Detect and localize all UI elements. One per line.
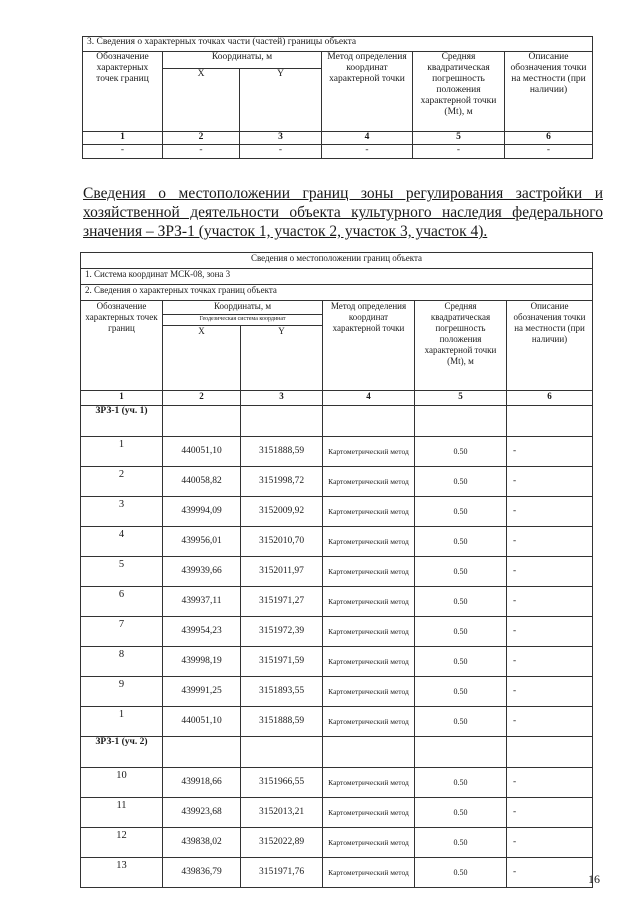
- header-x: X: [163, 69, 240, 132]
- description-cell: -: [507, 828, 593, 858]
- method-cell: Картометрический метод: [323, 617, 415, 647]
- point-number: 5: [81, 557, 163, 587]
- description-cell: -: [507, 617, 593, 647]
- table-row: [81, 527, 593, 557]
- col-number: 4: [322, 132, 413, 145]
- y-coordinate: 3151888,59: [241, 437, 323, 467]
- table-row: [81, 647, 593, 677]
- table-cell: [323, 406, 415, 437]
- x-coordinate: 440058,82: [163, 467, 241, 497]
- description-cell: -: [507, 527, 593, 557]
- x-coordinate: 439937,11: [163, 587, 241, 617]
- description-cell: -: [507, 768, 593, 798]
- header-y: Y: [241, 326, 323, 391]
- method-cell: Картометрический метод: [323, 828, 415, 858]
- y-coordinate: 3151971,59: [241, 647, 323, 677]
- x-coordinate: 439998,19: [163, 647, 241, 677]
- header-error: Средняя квадратическая погрешность положения характерной точки (Mt), м: [413, 52, 505, 132]
- header-y: Y: [240, 69, 322, 132]
- error-cell: 0.50: [415, 617, 507, 647]
- point-number: 1: [81, 707, 163, 737]
- col-number: 6: [507, 391, 593, 406]
- table-row: [81, 497, 593, 527]
- table-cell: -: [505, 145, 593, 159]
- x-coordinate: 439956,01: [163, 527, 241, 557]
- x-coordinate: 439836,79: [163, 858, 241, 888]
- header-geo-system: Геодезическая система координат: [163, 315, 323, 326]
- table-cell: [241, 406, 323, 437]
- x-coordinate: 439838,02: [163, 828, 241, 858]
- table-cell: [415, 406, 507, 437]
- point-number: 1: [81, 437, 163, 467]
- error-cell: 0.50: [415, 677, 507, 707]
- zone-row: [81, 406, 593, 437]
- error-cell: 0.50: [415, 798, 507, 828]
- error-cell: 0.50: [415, 707, 507, 737]
- header-method: Метод определения координат характерной точки: [323, 301, 415, 391]
- col-number: 4: [323, 391, 415, 406]
- points-part-table: [82, 36, 593, 159]
- method-cell: Картометрический метод: [323, 557, 415, 587]
- header-designation: Обозначение характерных точек границ: [81, 301, 163, 391]
- table-cell: -: [163, 145, 240, 159]
- error-cell: 0.50: [415, 828, 507, 858]
- y-coordinate: 3152013,21: [241, 798, 323, 828]
- description-cell: -: [507, 467, 593, 497]
- table-row: [81, 798, 593, 828]
- y-coordinate: 3151972,39: [241, 617, 323, 647]
- method-cell: Картометрический метод: [323, 527, 415, 557]
- col-number: 2: [163, 132, 240, 145]
- method-cell: Картометрический метод: [323, 587, 415, 617]
- description-cell: -: [507, 647, 593, 677]
- point-number: 4: [81, 527, 163, 557]
- header-coordinates: Координаты, м: [163, 301, 323, 315]
- table-row: [81, 467, 593, 497]
- y-coordinate: 3152011,97: [241, 557, 323, 587]
- point-number: 12: [81, 828, 163, 858]
- boundary-points-table: [80, 252, 593, 888]
- col-number: 5: [413, 132, 505, 145]
- col-number: 1: [81, 391, 163, 406]
- coordinate-system: 1. Система координат МСК-08, зона 3: [81, 269, 593, 285]
- x-coordinate: 439939,66: [163, 557, 241, 587]
- points-title: 2. Сведения о характерных точках границ объекта: [81, 285, 593, 301]
- col-number: 3: [240, 132, 322, 145]
- y-coordinate: 3151888,59: [241, 707, 323, 737]
- point-number: 2: [81, 467, 163, 497]
- x-coordinate: 439918,66: [163, 768, 241, 798]
- point-number: 13: [81, 858, 163, 888]
- table-cell: [241, 737, 323, 768]
- header-method: Метод определения координат характерной точки: [322, 52, 413, 132]
- y-coordinate: 3152010,70: [241, 527, 323, 557]
- table-row: [81, 437, 593, 467]
- y-coordinate: 3151971,27: [241, 587, 323, 617]
- table-cell: [507, 406, 593, 437]
- method-cell: Картометрический метод: [323, 437, 415, 467]
- point-number: 11: [81, 798, 163, 828]
- x-coordinate: 439954,23: [163, 617, 241, 647]
- table-row: [81, 768, 593, 798]
- table-cell: [163, 737, 241, 768]
- description-cell: -: [507, 587, 593, 617]
- zone-label: ЗРЗ-1 (уч. 1): [81, 406, 163, 437]
- description-cell: -: [507, 858, 593, 888]
- error-cell: 0.50: [415, 647, 507, 677]
- description-cell: -: [507, 437, 593, 467]
- table-row: [81, 557, 593, 587]
- y-coordinate: 3152009,92: [241, 497, 323, 527]
- method-cell: Картометрический метод: [323, 798, 415, 828]
- y-coordinate: 3151998,72: [241, 467, 323, 497]
- header-description: Описание обозначения точки на местности (при наличии): [505, 52, 593, 132]
- table-row: [81, 707, 593, 737]
- col-number: 2: [163, 391, 241, 406]
- point-number: 6: [81, 587, 163, 617]
- table-cell: [507, 737, 593, 768]
- table-row: [81, 828, 593, 858]
- x-coordinate: 439991,25: [163, 677, 241, 707]
- table-cell: [163, 406, 241, 437]
- header-designation: Обозначение характерных точек границ: [83, 52, 163, 132]
- method-cell: Картометрический метод: [323, 768, 415, 798]
- header-error: Средняя квадратическая погрешность положения характерной точки (Mt), м: [415, 301, 507, 391]
- col-number: 5: [415, 391, 507, 406]
- point-number: 8: [81, 647, 163, 677]
- zone-label: ЗРЗ-1 (уч. 2): [81, 737, 163, 768]
- page-number: 16: [588, 872, 600, 886]
- header-description: Описание обозначения точки на местности (при наличии): [507, 301, 593, 391]
- header-x: X: [163, 326, 241, 391]
- y-coordinate: 3152022,89: [241, 828, 323, 858]
- error-cell: 0.50: [415, 467, 507, 497]
- table-row: [83, 145, 593, 159]
- col-number: 6: [505, 132, 593, 145]
- table-title: 3. Сведения о характерных точках части (частей) границы объекта: [83, 37, 593, 52]
- section-heading: Сведения о местоположении границ зоны регулирования застройки и хозяйственной деятельности объекта культурного наследия федерального значения – ЗРЗ-1 (участок 1, участок 2, участок 3, участок 4).: [83, 185, 603, 240]
- method-cell: Картометрический метод: [323, 497, 415, 527]
- method-cell: Картометрический метод: [323, 858, 415, 888]
- y-coordinate: 3151971,76: [241, 858, 323, 888]
- x-coordinate: 440051,10: [163, 437, 241, 467]
- table-title: Сведения о местоположении границ объекта: [81, 253, 593, 269]
- col-number: 3: [241, 391, 323, 406]
- error-cell: 0.50: [415, 768, 507, 798]
- x-coordinate: 439923,68: [163, 798, 241, 828]
- error-cell: 0.50: [415, 527, 507, 557]
- col-number: 1: [83, 132, 163, 145]
- table-row: [81, 617, 593, 647]
- y-coordinate: 3151966,55: [241, 768, 323, 798]
- point-number: 3: [81, 497, 163, 527]
- method-cell: Картометрический метод: [323, 707, 415, 737]
- table-cell: [415, 737, 507, 768]
- table-cell: -: [240, 145, 322, 159]
- table-row: [81, 858, 593, 888]
- error-cell: 0.50: [415, 437, 507, 467]
- description-cell: -: [507, 557, 593, 587]
- error-cell: 0.50: [415, 587, 507, 617]
- error-cell: 0.50: [415, 557, 507, 587]
- x-coordinate: 439994,09: [163, 497, 241, 527]
- method-cell: Картометрический метод: [323, 647, 415, 677]
- method-cell: Картометрический метод: [323, 467, 415, 497]
- point-number: 10: [81, 768, 163, 798]
- header-coordinates: Координаты, м: [163, 52, 322, 69]
- table-cell: -: [83, 145, 163, 159]
- zone-row: [81, 737, 593, 768]
- description-cell: -: [507, 707, 593, 737]
- table-row: [81, 587, 593, 617]
- x-coordinate: 440051,10: [163, 707, 241, 737]
- point-number: 9: [81, 677, 163, 707]
- error-cell: 0.50: [415, 858, 507, 888]
- point-number: 7: [81, 617, 163, 647]
- description-cell: -: [507, 677, 593, 707]
- table-cell: -: [413, 145, 505, 159]
- table-cell: -: [322, 145, 413, 159]
- table-row: [81, 677, 593, 707]
- table-cell: [323, 737, 415, 768]
- error-cell: 0.50: [415, 497, 507, 527]
- method-cell: Картометрический метод: [323, 677, 415, 707]
- description-cell: -: [507, 497, 593, 527]
- section-2-rows: [81, 768, 593, 888]
- section-1-rows: [81, 437, 593, 737]
- description-cell: -: [507, 798, 593, 828]
- y-coordinate: 3151893,55: [241, 677, 323, 707]
